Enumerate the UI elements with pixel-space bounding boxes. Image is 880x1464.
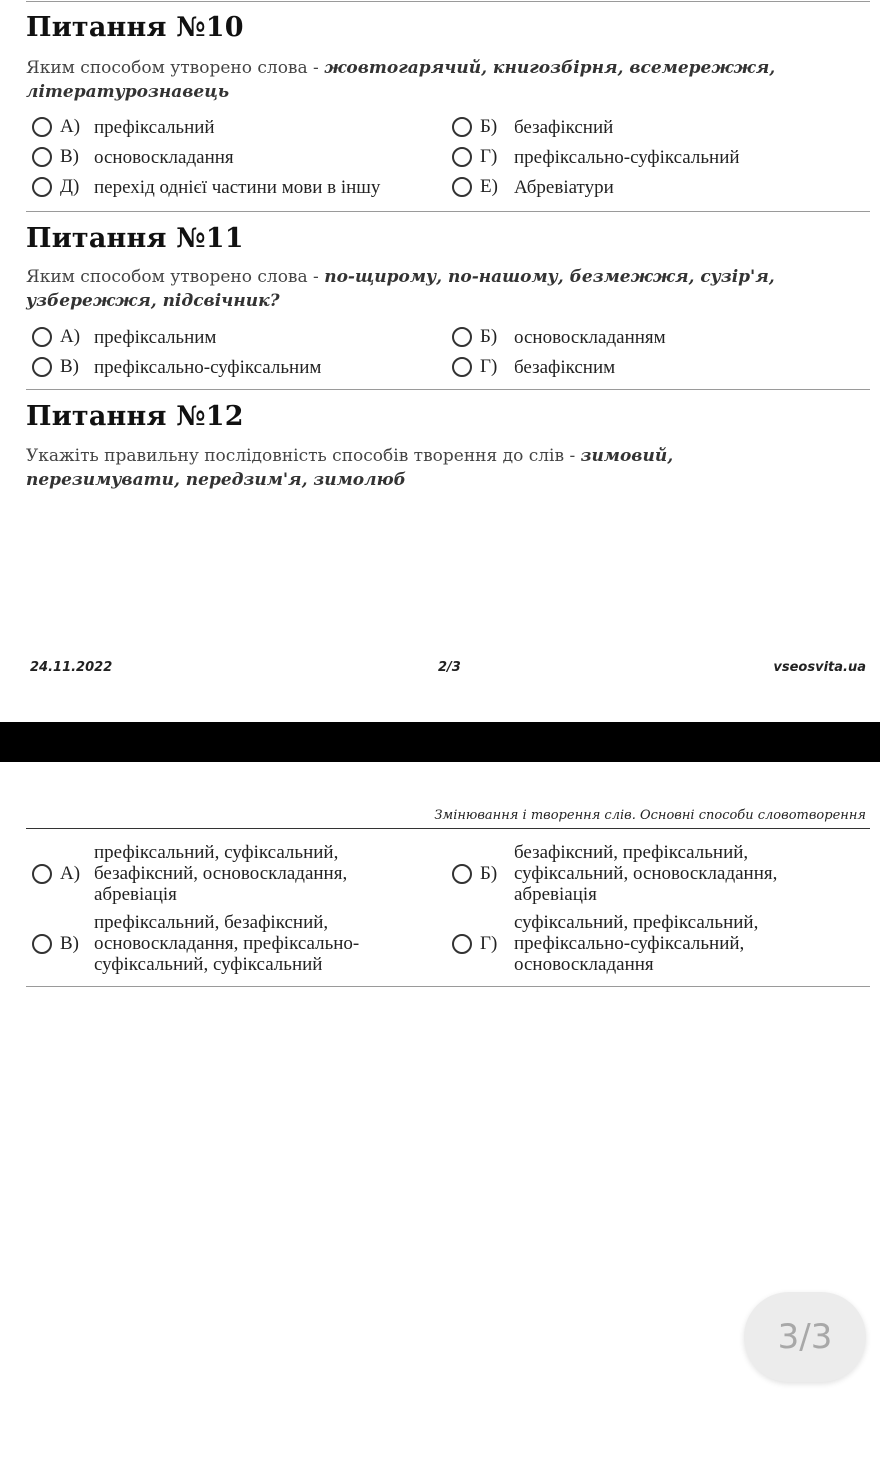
radio-button[interactable] [452,177,472,197]
radio-button[interactable] [452,357,472,377]
radio-button[interactable] [452,934,472,954]
footer-site: vseosvita.ua [773,660,866,675]
radio-button[interactable] [452,864,472,884]
q10-option-a[interactable]: А) префіксальний [32,116,215,138]
divider [26,211,870,212]
radio-button[interactable] [452,147,472,167]
radio-button[interactable] [32,117,52,137]
q10-option-d[interactable]: Г) префіксально-суфіксальний [452,146,740,168]
q11-option-c[interactable]: В) префіксально-суфіксальним [32,356,321,378]
divider [26,389,870,390]
divider [26,828,870,829]
radio-button[interactable] [32,357,52,377]
q12-option-d[interactable]: Г) суфіксальний, префіксальний, префіксально-суфіксальний, основоскладання [452,912,852,975]
question-12-title: Питання №12 [26,401,244,432]
q10-option-f[interactable]: Е) Абревіатури [452,176,614,198]
q11-option-b[interactable]: Б) основоскладанням [452,326,666,348]
question-12-words: зимовий, перезимувати, передзим'я, зимолюб [26,446,674,490]
page-break [0,722,880,762]
question-11-text: Яким способом утворено слова - по-щирому, по-нашому, безмежжя, сузір'я, узбережжя, підсвічник? [26,267,775,311]
question-10-text: Яким способом утворено слова - жовтогарячий, книгозбірня, всемережжя, літературознавець [26,58,776,102]
divider [26,1,870,2]
radio-button[interactable] [32,147,52,167]
q12-option-a[interactable]: А) префіксальний, суфіксальний, безафіксний, основоскладання, абревіація [32,842,412,905]
radio-button[interactable] [32,934,52,954]
q12-option-b[interactable]: Б) безафіксний, префіксальний, суфіксальний, основоскладання, абревіація [452,842,852,905]
q12-option-c[interactable]: В) префіксальний, безафіксний, основоскладання, префіксально-суфіксальний, суфіксальний [32,912,412,975]
q10-option-c[interactable]: В) основоскладання [32,146,234,168]
question-10-words: жовтогарячий, книгозбірня, всемережжя, літературознавець [26,58,776,102]
q11-option-d[interactable]: Г) безафіксним [452,356,615,378]
q10-option-e[interactable]: Д) перехід однієї частини мови в іншу [32,176,380,198]
question-12-text: Укажіть правильну послідовність способів творення до слів - зимовий, перезимувати, передзим'я, зимолюб [26,446,674,490]
radio-button[interactable] [32,327,52,347]
footer-date: 24.11.2022 [30,660,113,675]
question-10-title: Питання №10 [26,12,244,43]
question-11-words: по-щирому, по-нашому, безмежжя, сузір'я, узбережжя, підсвічник? [26,267,775,311]
radio-button[interactable] [32,177,52,197]
page-indicator: 3/3 [744,1292,866,1382]
footer-page-number: 2/3 [438,660,461,675]
divider [26,986,870,987]
page-subtitle: Змінювання і творення слів. Основні способи словотворення [434,808,866,823]
radio-button[interactable] [452,117,472,137]
radio-button[interactable] [32,864,52,884]
q11-option-a[interactable]: А) префіксальним [32,326,216,348]
radio-button[interactable] [452,327,472,347]
question-11-title: Питання №11 [26,223,244,254]
q10-option-b[interactable]: Б) безафіксний [452,116,613,138]
